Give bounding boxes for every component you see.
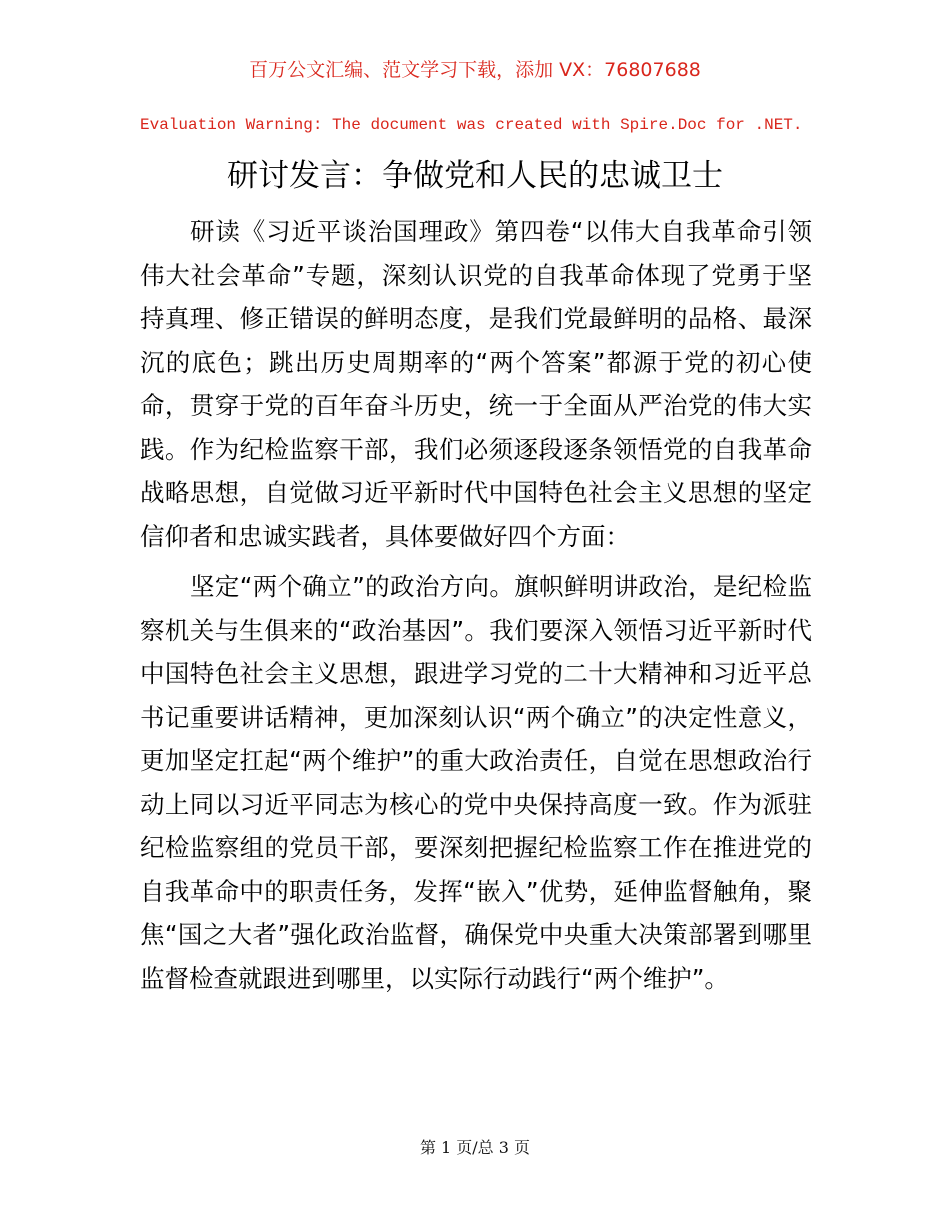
document-title: 研讨发言：争做党和人民的忠诚卫士 [227, 158, 723, 194]
evaluation-warning: Evaluation Warning: The document was created with Spire.Doc for .NET. [140, 116, 803, 134]
body-paragraph-2: 坚定“两个确立”的政治方向。旗帜鲜明讲政治，是纪检监察机关与生俱来的“政治基因”。我们要深入领悟习近平新时代中国特色社会主义思想，跟进学习党的二十大精神和习近平总书记重要讲话精神，更加深刻认识“两个确立”的决定性意义，更加坚定扛起“两个维护”的重大政治责任，自觉在思想政治行动上同以习近平同志为核心的党中央保持高度一致。作为派驻纪检监察组的党员干部，要深刻把握纪检监察工作在推进党的自我革命中的职责任务，发挥“嵌入”优势，延伸监督触角，聚焦“国之大者”强化政治监督，确保党中央重大决策部署到哪里监督检查就跟进到哪里，以实际行动践行“两个维护”。 [140, 572, 812, 993]
header-banner: 百万公文汇编、范文学习下载，添加 VX：76807688 [249, 59, 701, 81]
page-indicator: 第 1 页/总 3 页 [419, 1138, 531, 1157]
body-paragraph-1: 研读《习近平谈治国理政》第四卷“以伟大自我革命引领伟大社会革命”专题，深刻认识党的自我革命体现了党勇于坚持真理、修正错误的鲜明态度，是我们党最鲜明的品格、最深沉的底色；跳出历史周期率的“两个答案”都源于党的初心使命，贯穿于党的百年奋斗历史，统一于全面从严治党的伟大实践。作为纪检监察干部，我们必须逐段逐条领悟党的自我革命战略思想，自觉做习近平新时代中国特色社会主义思想的坚定信仰者和忠诚实践者，具体要做好四个方面： [140, 217, 812, 551]
